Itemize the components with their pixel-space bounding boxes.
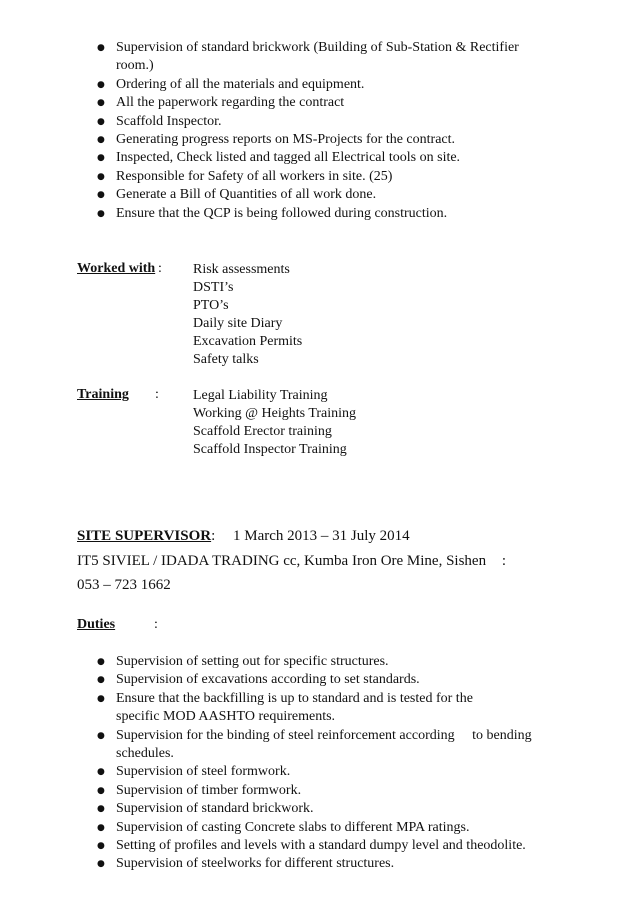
employment-period: 1 March 2013 – 31 July 2014	[233, 528, 410, 544]
list-item: PTO’s	[193, 298, 229, 314]
list-item: Legal Liability Training	[193, 388, 328, 403]
list-item: ● Setting of profiles and levels with a standard dumpy level and theodolite.	[0, 837, 638, 855]
list-item: ● Responsible for Safety of all workers in site. (25)	[0, 168, 638, 186]
list-item: ● Supervision of standard brickwork (Building of Sub-Station & Rectifier room.)	[0, 39, 638, 76]
list-item: Risk assessments	[193, 262, 290, 277]
worked-with-label: Worked with	[77, 261, 156, 276]
list-item: Scaffold Erector training	[193, 424, 332, 440]
list-item: ● Ensure that the backfilling is up to standard and is tested for the specific MOD AASHTO requirements.	[0, 690, 638, 727]
list-item: ● Generating progress reports on MS-Projects for the contract.	[0, 131, 638, 149]
company-name: IT5 SIVIEL / IDADA TRADING cc, Kumba Iron Ore Mine, Sishen	[77, 553, 487, 569]
training-list	[193, 387, 356, 459]
list-item: Safety talks	[193, 352, 259, 368]
site-supervisor-heading	[77, 528, 410, 545]
list-item: ● Scaffold Inspector.	[0, 113, 638, 131]
company-line	[77, 553, 506, 570]
list-item: ● Ensure that the QCP is being followed during construction.	[0, 205, 638, 223]
duties-list	[0, 653, 638, 874]
company-colon: :	[501, 553, 507, 569]
list-item: Working @ Heights Training	[193, 406, 357, 422]
list-item: ● Supervision of excavations according to set standards.	[0, 671, 638, 689]
job-title: SITE SUPERVISOR	[77, 528, 212, 544]
duties-label: Duties	[77, 617, 116, 632]
list-item: ● All the paperwork regarding the contract	[0, 94, 638, 112]
list-item: Excavation Permits	[193, 334, 303, 350]
worked-with-list	[193, 261, 302, 370]
list-item: ● Supervision of casting Concrete slabs to different MPA ratings.	[0, 819, 638, 837]
phone-number: 053 – 723 1662	[77, 577, 171, 593]
job-title-colon: :	[211, 528, 216, 544]
duties-colon: :	[154, 617, 158, 632]
list-item: ● Supervision of steelworks for different structures.	[0, 855, 638, 873]
worked-with-colon: :	[158, 261, 162, 276]
list-item: ● Supervision of setting out for specific structures.	[0, 653, 638, 671]
responsibilities-list	[0, 39, 638, 223]
list-item: ● Ordering of all the materials and equipment.	[0, 76, 638, 94]
list-item: ● Supervision for the binding of steel reinforcement according to bending schedules.	[0, 727, 638, 764]
list-item: ● Supervision of steel formwork.	[0, 763, 638, 781]
list-item: ● Generate a Bill of Quantities of all work done.	[0, 186, 638, 204]
list-item: DSTI’s	[193, 280, 234, 296]
list-item: ● Supervision of timber formwork.	[0, 782, 638, 800]
training-label: Training	[77, 387, 129, 402]
training-colon: :	[155, 387, 159, 402]
list-item: Scaffold Inspector Training	[193, 442, 347, 458]
list-item: ● Supervision of standard brickwork.	[0, 800, 638, 818]
list-item: ● Inspected, Check listed and tagged all Electrical tools on site.	[0, 149, 638, 167]
list-item: Daily site Diary	[193, 316, 283, 332]
